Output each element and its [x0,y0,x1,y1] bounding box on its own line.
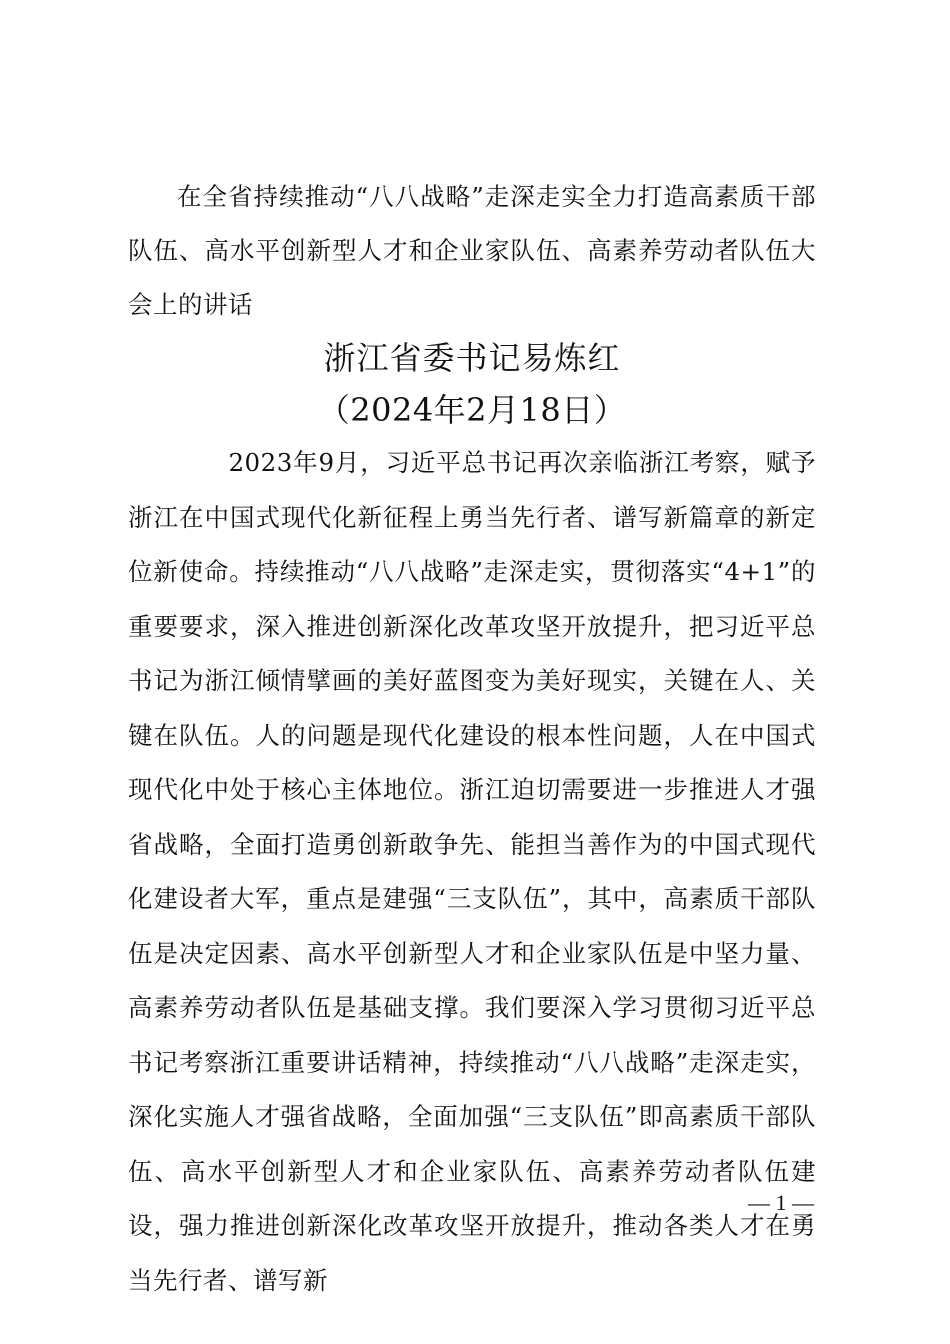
speech-date: （2024年2月18日） [317,391,627,429]
page-number: — 1 — [748,1190,814,1215]
document-content [128,170,816,1308]
speech-heading: 在全省持续推动“八八战略”走深走实全力打造高素质干部队伍、高水平创新型人才和企业家队伍、高素养劳动者队伍大会上的讲话 [128,182,816,319]
speaker-line: 浙江省委书记易炼红 [323,339,621,377]
body-paragraph: 2023年9月，习近平总书记再次亲临浙江考察，赋予浙江在中国式现代化新征程上勇当先行者、谱写新篇章的新定位新使命。持续推动“八八战略”走深走实，贯彻落实“4+1”的重要要求，深入推进创新深化改革攻坚开放提升，把习近平总书记为浙江倾情擘画的美好蓝图变为美好现实，关键在人、关键在队伍。人的问题是现代化建设的根本性问题，人在中国式现代化中处于核心主体地位。浙江迫切需要进一步推进人才强省战略，全面打造勇创新敢争先、能担当善作为的中国式现代化建设者大军，重点是建强“三支队伍”，其中，高素质干部队伍是决定因素、高水平创新型人才和企业家队伍是中坚力量、高素养劳动者队伍是基础支撑。我们要深入学习贯彻习近平总书记考察浙江重要讲话精神，持续推动“八八战略”走深走实，深化实施人才强省战略，全面加强“三支队伍”即高素质干部队伍、高水平创新型人才和企业家队伍、高素养劳动者队伍建设，强力推进创新深化改革攻坚开放提升，推动各类人才在勇当先行者、谱写新 [128,448,816,1295]
